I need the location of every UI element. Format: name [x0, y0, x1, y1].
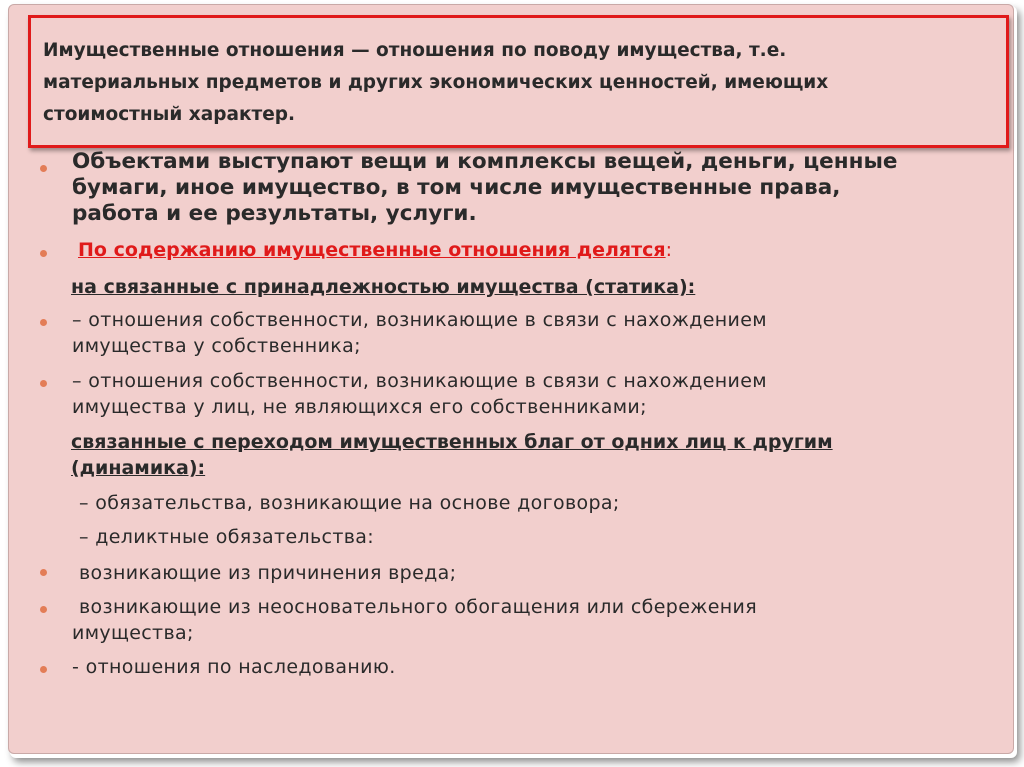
bullet-icon	[40, 250, 47, 257]
slide-title: Имущественные отношения — отношения по поводу имущества, т.е. материальных предметов и других экономических ценностей, имеющих стоимостный характер.	[43, 40, 829, 125]
objects-line-3: работа и ее результаты, услуги.	[72, 201, 477, 226]
dynamic-heading-line-1: связанные с переходом имущественных благ от одних лиц к другим	[71, 431, 833, 453]
harm-item: возникающие из причинения вреда;	[79, 562, 457, 584]
content-heading-text: По содержанию имущественные отношения делятся	[78, 239, 666, 261]
bullet-icon	[40, 319, 47, 326]
objects-line-2: бумаги, иное имущество, в том числе имущественные права,	[72, 175, 841, 200]
objects-line-1: Объектами выступают вещи и комплексы вещей, деньги, ценные	[72, 149, 898, 174]
bullet-icon	[40, 569, 47, 576]
inheritance-item: - отношения по наследованию.	[72, 656, 396, 678]
bullet-icon	[40, 666, 47, 673]
ownership-2-line-2: имущества у лиц, не являющихся его собственниками;	[72, 396, 647, 418]
bullet-icon	[40, 165, 47, 172]
enrichment-line-1: возникающие из неосновательного обогащения или сбережения	[79, 596, 757, 618]
contract-item: – обязательства, возникающие на основе договора;	[79, 492, 620, 514]
ownership-1-line-2: имущества у собственника;	[72, 335, 361, 357]
ownership-1-line-1: – отношения собственности, возникающие в связи с нахождением	[72, 309, 767, 331]
title-box	[28, 15, 1009, 148]
static-heading: на связанные с принадлежностью имущества (статика):	[71, 276, 696, 298]
dynamic-heading-line-2: (динамика):	[71, 457, 206, 479]
slide	[8, 4, 1014, 754]
tort-item: – деликтные обязательства:	[79, 526, 375, 548]
bullet-icon	[40, 380, 47, 387]
ownership-2-line-1: – отношения собственности, возникающие в связи с нахождением	[72, 370, 767, 392]
enrichment-line-2: имущества;	[72, 622, 194, 644]
content-heading	[78, 238, 672, 263]
content-heading-colon: :	[665, 239, 673, 261]
bullet-icon	[40, 606, 47, 613]
